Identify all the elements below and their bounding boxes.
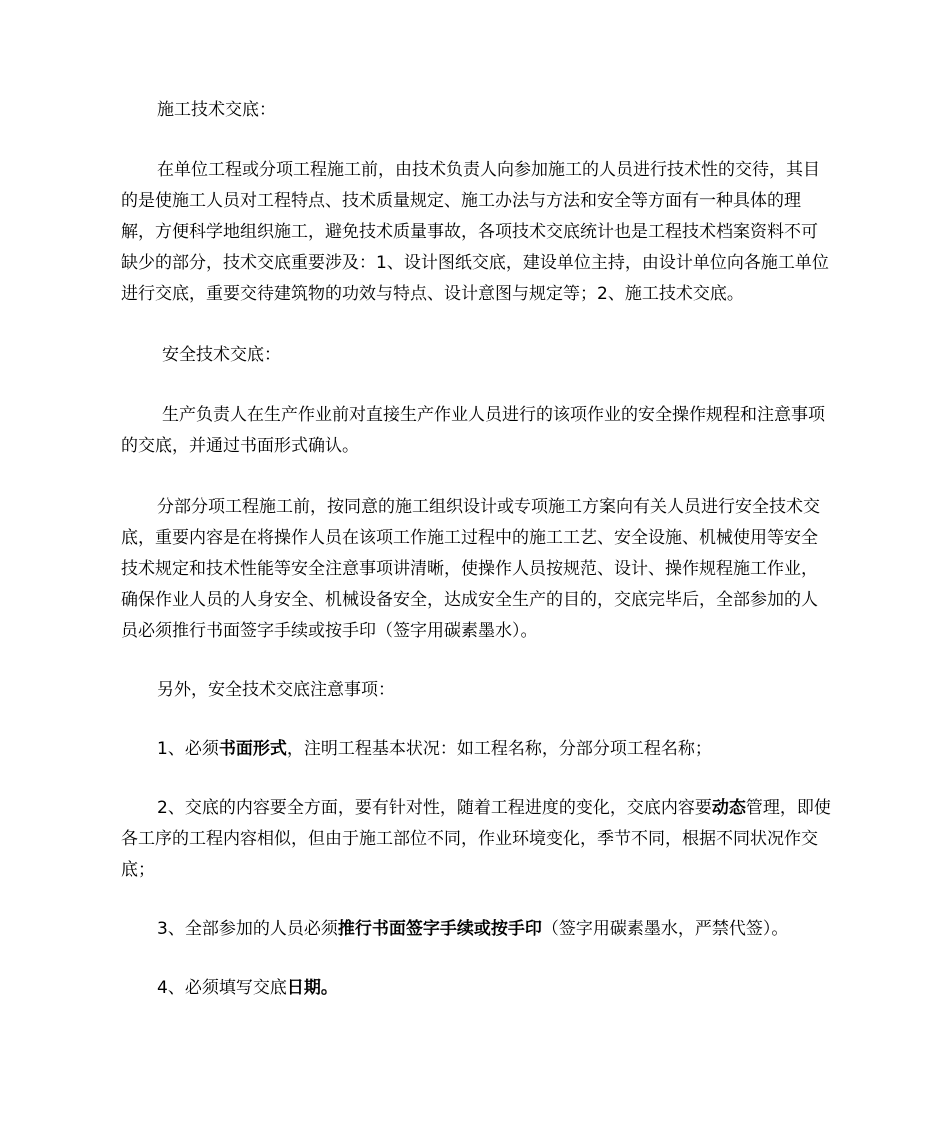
note-4-emphasis: 日期。	[286, 978, 338, 998]
note-1-prefix: 1、必须	[157, 739, 219, 759]
note-3-prefix: 3、全部参加的人员必须	[157, 919, 338, 939]
list-item-note-1	[121, 734, 833, 765]
heading-safety-notes: 另外，安全技术交底注意事项：	[157, 680, 395, 700]
note-3-emphasis: 推行书面签字手续或按手印	[337, 919, 542, 939]
paragraph-construction-disclosure: 在单位工程或分项工程施工前，由技术负责人向参加施工的人员进行技术性的交待，其目的是使施工人员对工程特点、技术质量规定、施工办法与方法和安全等方面有一种具体的理解，方便科学地组织施工，避免技术质量事故，各项技术交底统计也是工程技术档案资料不可缺少的部分，技术交底重要涉及：1、设计图纸交底，建设单位主持，由设计单位向各施工单位进行交底，重要交待建筑物的功效与特点、设计意图与规定等；2、施工技术交底。	[121, 160, 829, 304]
list-item-note-4	[121, 973, 833, 1004]
paragraph-safety-disclosure-definition: 生产负责人在生产作业前对直接生产作业人员进行的该项作业的安全操作规程和注意事项的交底，并通过书面形式确认。	[121, 405, 825, 456]
note-2-prefix: 2、交底的内容要全方面，要有针对性，随着工程进度的变化，交底内容要	[157, 798, 712, 818]
note-2-suffix: 管理，即使各工序的工程内容相似，但由于施工部位不同，作业环境变化，季节不同，根据不同状况作交底；	[121, 798, 831, 880]
note-4-prefix: 4、必须填写交底	[157, 978, 287, 998]
heading-construction-disclosure: 施工技术交底：	[157, 100, 276, 120]
document-page	[121, 95, 833, 1004]
note-2-emphasis: 动态	[711, 798, 746, 818]
note-1-emphasis: 书面形式	[218, 739, 287, 759]
heading-safety-disclosure: 安全技术交底：	[162, 345, 281, 365]
paragraph-safety-disclosure-procedure: 分部分项工程施工前，按同意的施工组织设计或专项施工方案向有关人员进行安全技术交底，重要内容是在将操作人员在该项工作施工过程中的施工工艺、安全设施、机械使用等安全技术规定和技术性能等安全注意事项讲清晰，使操作人员按规范、设计、操作规程施工作业，确保作业人员的人身安全、机械设备安全，达成安全生产的目的，交底完毕后，全部参加的人员必须推行书面签字手续或按手印（签字用碳素墨水）。	[121, 497, 820, 641]
list-item-note-2	[121, 793, 833, 886]
note-3-suffix: （签字用碳素墨水，严禁代签）。	[541, 919, 789, 939]
list-item-note-3	[121, 914, 833, 945]
note-1-suffix: ，注明工程基本状况：如工程名称，分部分项工程名称；	[286, 739, 712, 759]
